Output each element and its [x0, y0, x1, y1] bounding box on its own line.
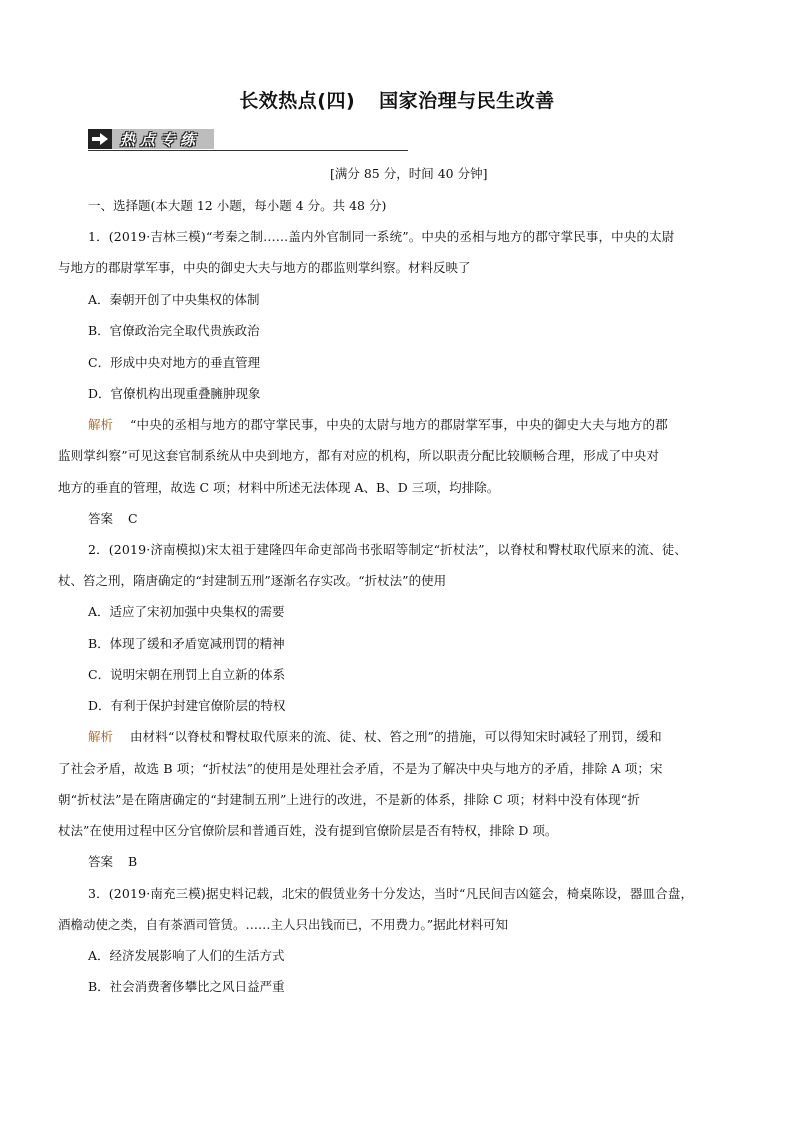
question-2-option-c: C．说明宋朝在刑罚上自立新的体系 — [88, 667, 286, 682]
question-1-option-a: A．秦朝开创了中央集权的体制 — [88, 292, 260, 307]
question-2-option-b: B．体现了缓和矛盾宽减刑罚的精神 — [88, 636, 285, 651]
question-2-option-d: D．有利于保护封建官僚阶层的特权 — [88, 698, 286, 713]
question-2-analysis-line-1: 由材料“以脊杖和臀杖取代原来的流、徒、杖、笞之刑”的措施，可以得知宋时减轻了刑罚，缓和 — [130, 729, 662, 744]
question-1-option-c: C．形成中央对地方的垂直管理 — [88, 355, 261, 370]
question-2-stem-line-2: 杖、笞之刑，隋唐确定的“封建制五刑”逐渐名存实改。“折杖法”的使用 — [58, 573, 447, 588]
question-2-option-a: A．适应了宋初加强中央集权的需要 — [88, 604, 285, 619]
question-1-analysis-line-3: 地方的垂直的管理，故选 C 项；材料中所述无法体现 A、B、D 三项，均排除。 — [58, 480, 500, 495]
question-1-stem-line-1: 1．(2019·吉林三模)“考秦之制……盖内外官制同一系统”。中央的丞相与地方的郡守掌民事，中央的太尉 — [88, 229, 675, 244]
question-1-analysis-line-2: 监则掌纠察”可见这套官制系统从中央到地方，都有对应的机构，所以职责分配比较顺畅合理，形成了中央对 — [58, 448, 660, 463]
question-1-option-b: B．官僚政治完全取代贵族政治 — [88, 323, 260, 338]
section-heading: 一、选择题(本大题 12 小题，每小题 4 分。共 48 分) — [88, 198, 387, 213]
question-3-stem-line-2: 酒檐动使之类，自有茶酒司管赁。……主人只出钱而已，不用费力。”据此材料可知 — [58, 917, 509, 932]
banner-divider — [88, 150, 408, 151]
banner-label: 热点专练 — [112, 129, 214, 149]
question-2-analysis-label: 解析 — [88, 729, 114, 744]
question-2-answer: B — [128, 854, 138, 869]
question-1-option-d: D．官僚机构出现重叠臃肿现象 — [88, 386, 261, 401]
question-3-option-a: A．经济发展影响了人们的生活方式 — [88, 948, 285, 963]
question-3-stem-line-1: 3．(2019·南充三模)据史料记载，北宋的假赁业务十分发达，当时“凡民间吉凶筵会，椅桌陈设，器皿合盘， — [88, 886, 694, 901]
arrow-right-icon — [88, 129, 112, 149]
question-1-analysis-label: 解析 — [88, 417, 114, 432]
question-2-answer-label: 答案 — [88, 854, 114, 869]
title-part-2: 国家治理与民生改善 — [379, 90, 555, 112]
question-1-answer: C — [128, 511, 138, 526]
question-3-option-b: B．社会消费奢侈攀比之风日益严重 — [88, 979, 285, 994]
title-part-1: 长效热点(四) — [239, 90, 356, 112]
score-note: [满分 85 分，时间 40 分钟] — [330, 166, 488, 181]
question-2-analysis-line-3: 朝“折杖法”是在隋唐确定的“封建制五刑”上进行的改进，不是新的体系，排除 C 项；材料中没有体现“折 — [58, 792, 640, 807]
question-2-stem-line-1: 2．(2019·济南模拟)宋太祖于建隆四年命吏部尚书张昭等制定“折杖法”，以脊杖和臀杖取代原来的流、徒、 — [88, 542, 688, 557]
question-1-analysis-line-1: “中央的丞相与地方的郡守掌民事，中央的太尉与地方的郡尉掌军事，中央的御史大夫与地方的郡 — [130, 417, 668, 432]
question-2-analysis-line-4: 杖法”在使用过程中区分官僚阶层和普通百姓，没有提到官僚阶层是否有特权，排除 D 项。 — [58, 823, 558, 838]
question-1-answer-label: 答案 — [88, 511, 114, 526]
question-2-analysis-line-2: 了社会矛盾，故选 B 项；“折杖法”的使用是处理社会矛盾，不是为了解决中央与地方的矛盾，排除 A 项；宋 — [58, 761, 663, 776]
page-title — [0, 86, 794, 113]
question-1-stem-line-2: 与地方的郡尉掌军事，中央的御史大夫与地方的郡监则掌纠察。材料反映了 — [58, 260, 471, 275]
section-banner — [88, 128, 214, 150]
